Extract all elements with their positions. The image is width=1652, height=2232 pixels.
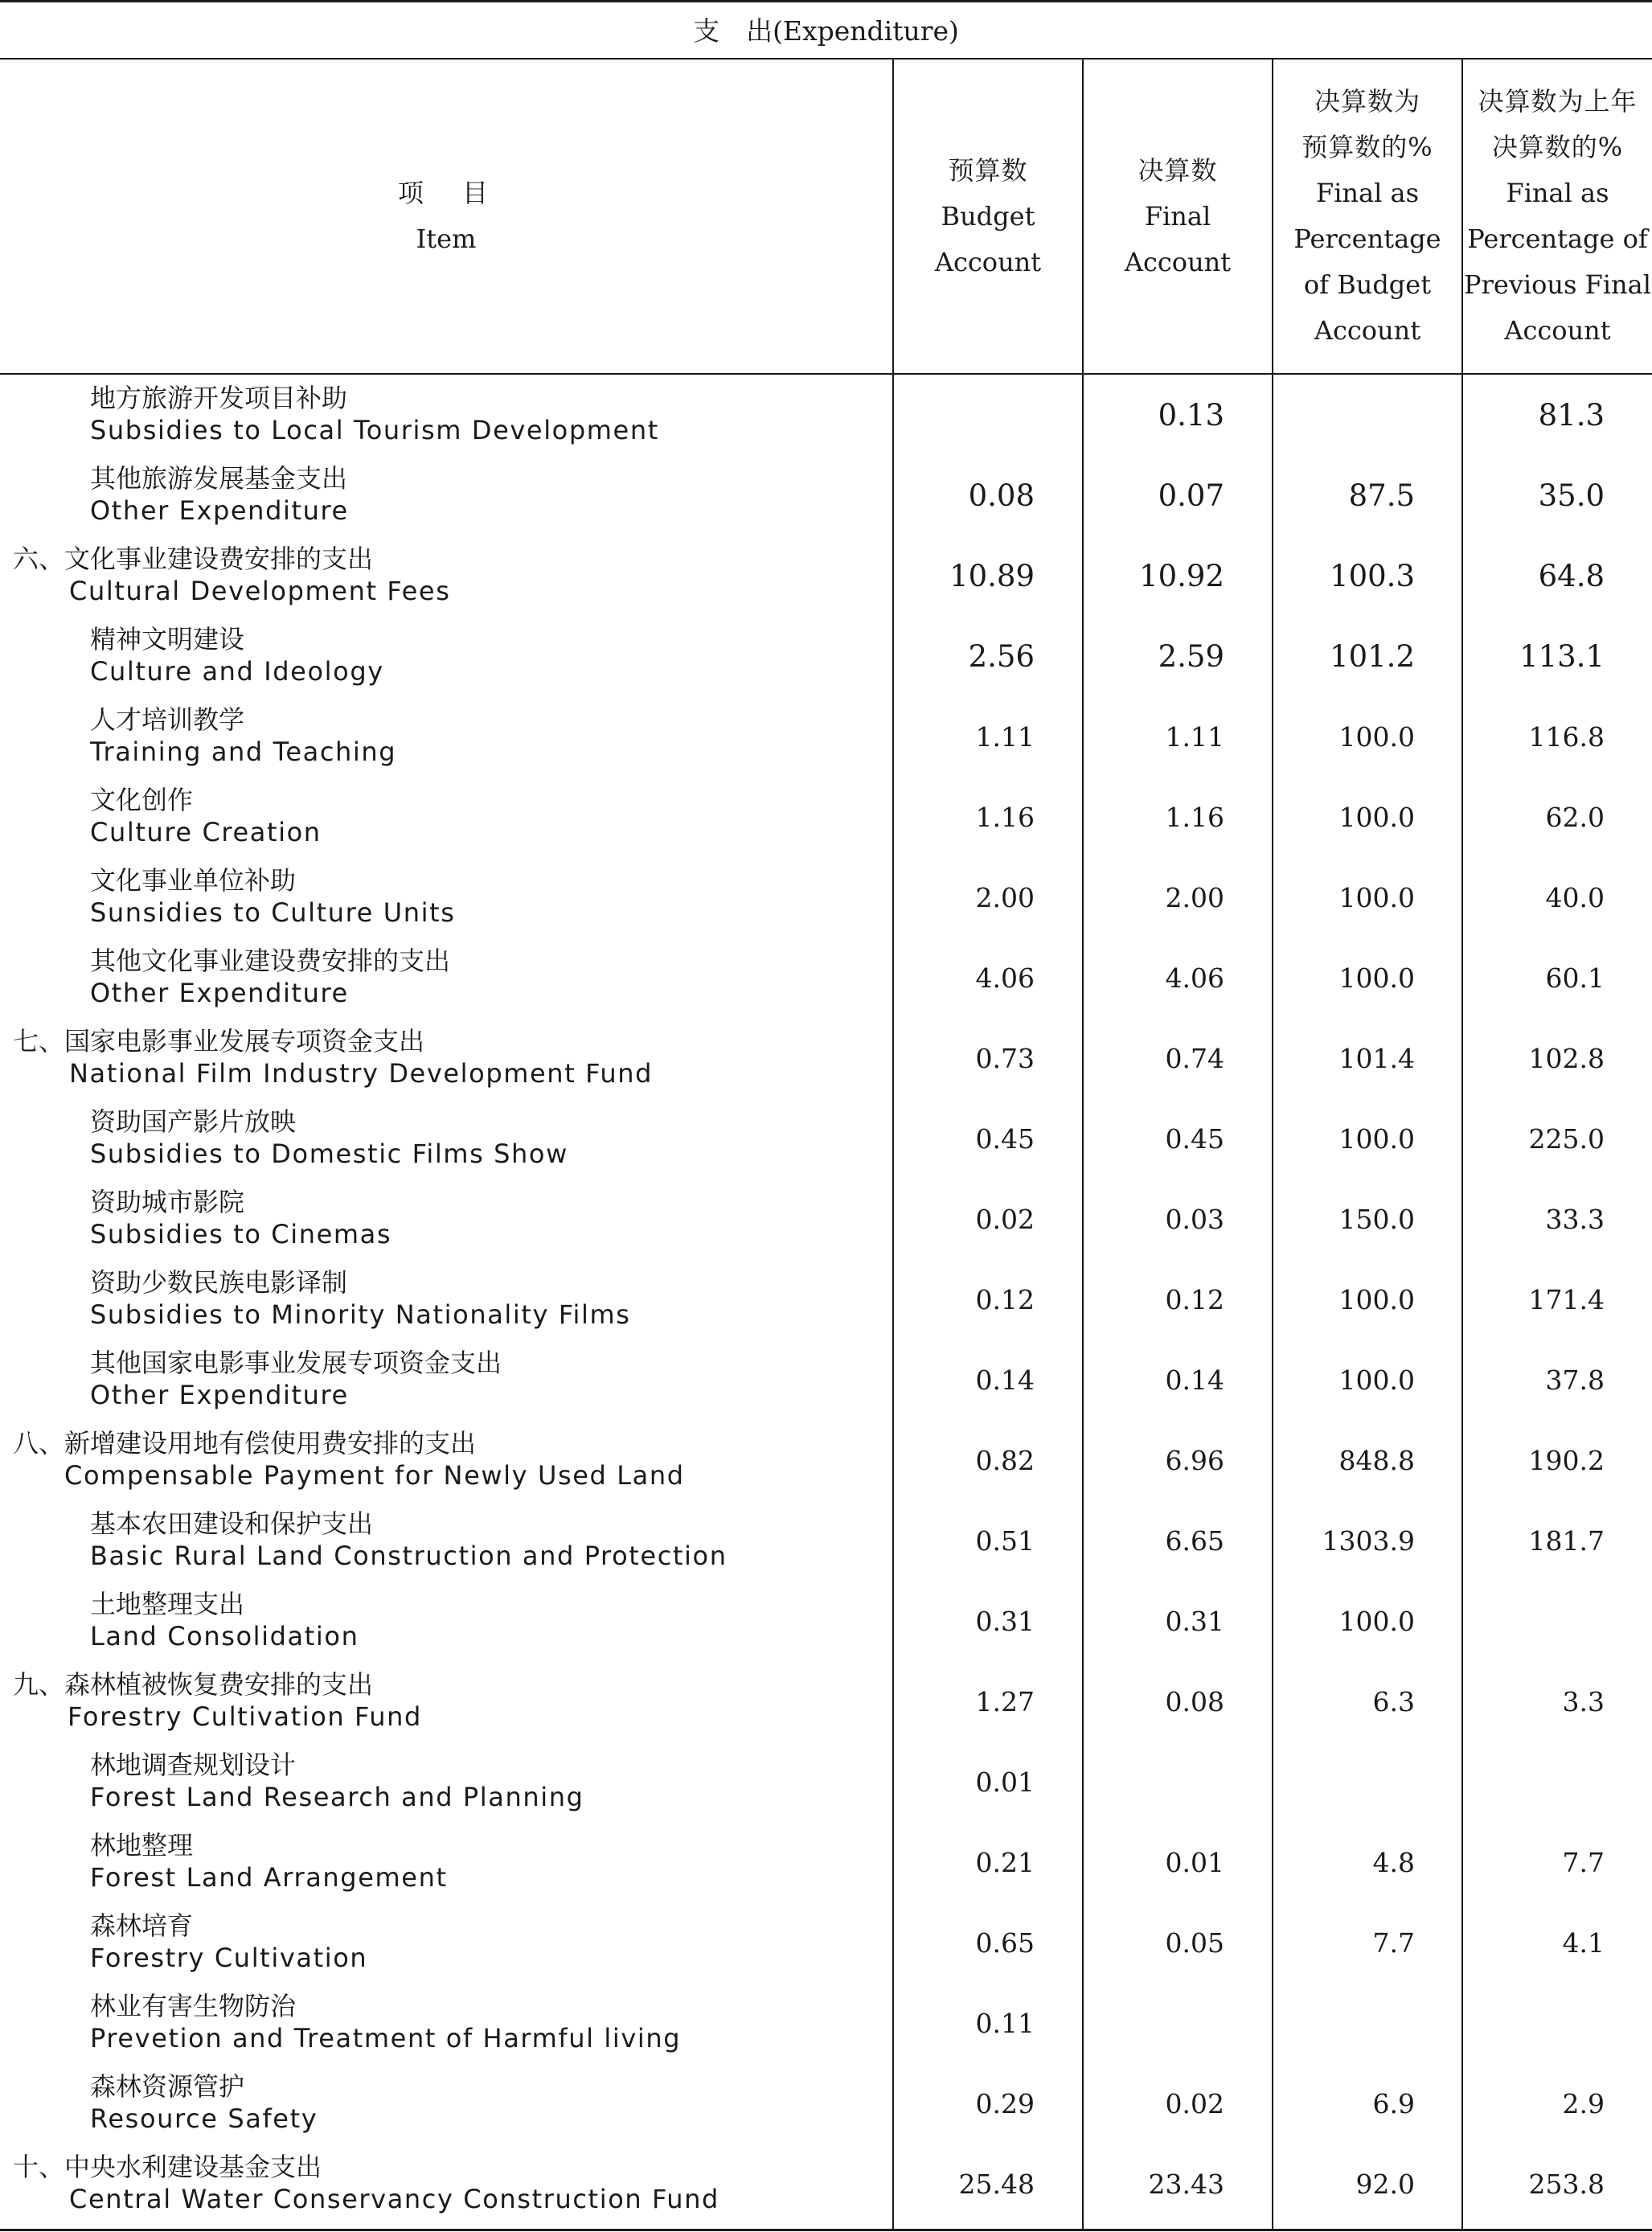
pct-prev-cell: 225.0 bbox=[1528, 1122, 1605, 1155]
budget-cell: 0.08 bbox=[968, 478, 1035, 513]
final-cell: 1.11 bbox=[1165, 720, 1224, 753]
row-label-en: Culture and Ideology bbox=[90, 656, 384, 687]
budget-cell: 0.51 bbox=[975, 1524, 1035, 1557]
row-label-cn: 地方旅游开发项目补助 bbox=[90, 383, 348, 413]
final-cell bbox=[1084, 1983, 1224, 2063]
budget-cell: 2.00 bbox=[975, 881, 1035, 913]
row-label-en: Training and Teaching bbox=[90, 736, 397, 767]
pct-budget-cell bbox=[1273, 375, 1415, 455]
header-final-cn: 决算数 bbox=[1138, 154, 1218, 186]
pct-prev-cell: 116.8 bbox=[1528, 720, 1605, 753]
row-label-cn: 基本农田建设和保护支出 bbox=[90, 1508, 374, 1539]
pct-budget-cell: 100.0 bbox=[1338, 1605, 1415, 1637]
pct-budget-cell: 100.0 bbox=[1338, 1364, 1415, 1396]
header-pct-budget-en: Account bbox=[1314, 315, 1421, 346]
row-label-en: Sunsidies to Culture Units bbox=[90, 897, 456, 928]
row-label-cn: 精神文明建设 bbox=[90, 624, 245, 654]
budget-cell: 0.21 bbox=[975, 1846, 1035, 1878]
row-label-en: Culture Creation bbox=[90, 817, 322, 847]
table-row bbox=[0, 1983, 1652, 2063]
final-cell: 6.96 bbox=[1165, 1444, 1224, 1476]
table-row bbox=[0, 696, 1652, 777]
table-row bbox=[0, 1098, 1652, 1179]
budget-cell: 0.12 bbox=[975, 1283, 1035, 1315]
table-row bbox=[0, 1661, 1652, 1742]
pct-prev-cell: 60.1 bbox=[1545, 962, 1605, 994]
final-cell: 2.59 bbox=[1158, 638, 1224, 674]
header-pct-budget-cn: 预算数的% bbox=[1302, 132, 1433, 162]
header-pct-prev-en: Final as bbox=[1506, 178, 1609, 208]
final-cell: 4.06 bbox=[1165, 962, 1224, 994]
budget-cell: 0.45 bbox=[975, 1122, 1035, 1155]
budget-cell: 0.82 bbox=[975, 1444, 1035, 1476]
pct-prev-cell: 81.3 bbox=[1538, 397, 1605, 433]
row-label-cn: 十、中央水利建设基金支出 bbox=[13, 2152, 322, 2182]
table-row bbox=[0, 1581, 1652, 1661]
header-final-en: Final bbox=[1144, 200, 1211, 232]
row-label-en: Other Expenditure bbox=[90, 978, 349, 1008]
budget-cell: 25.48 bbox=[958, 2168, 1035, 2200]
header-pct-prev-en: Percentage of bbox=[1467, 224, 1648, 254]
row-label-en: Forest Land Arrangement bbox=[90, 1862, 448, 1893]
row-label-cn: 七、国家电影事业发展专项资金支出 bbox=[13, 1026, 425, 1057]
row-label-en: Subsidies to Cinemas bbox=[90, 1219, 392, 1249]
header-final-en: Account bbox=[1124, 246, 1232, 277]
pct-budget-cell: 101.4 bbox=[1338, 1042, 1415, 1074]
table-row bbox=[0, 1822, 1652, 1902]
row-label-cn: 文化事业单位补助 bbox=[90, 865, 297, 896]
header-budget-cn: 预算数 bbox=[948, 154, 1028, 186]
budget-cell: 4.06 bbox=[975, 962, 1035, 994]
header-item-cn: 项 目 bbox=[397, 178, 494, 208]
final-cell: 0.45 bbox=[1165, 1122, 1224, 1155]
table-row bbox=[0, 1179, 1652, 1259]
header-budget bbox=[894, 59, 1082, 373]
pct-budget-cell: 7.7 bbox=[1372, 1926, 1415, 1959]
pct-prev-cell bbox=[1463, 1581, 1605, 1661]
header-item bbox=[0, 59, 892, 373]
row-label-cn: 资助少数民族电影译制 bbox=[90, 1267, 348, 1298]
pct-budget-cell bbox=[1273, 1742, 1415, 1822]
row-label-en: Cultural Development Fees bbox=[69, 576, 451, 606]
pct-prev-cell: 35.0 bbox=[1538, 478, 1605, 513]
row-label-cn: 森林培育 bbox=[90, 1910, 194, 1941]
pct-prev-cell: 2.9 bbox=[1562, 2087, 1605, 2119]
final-cell: 1.16 bbox=[1165, 801, 1224, 833]
header-pct-prev-en: Previous Final bbox=[1464, 269, 1651, 300]
row-label-cn: 林业有害生物防治 bbox=[90, 1991, 297, 2021]
pct-prev-cell: 33.3 bbox=[1545, 1203, 1605, 1235]
final-cell: 0.01 bbox=[1165, 1846, 1224, 1878]
final-cell: 0.13 bbox=[1158, 397, 1224, 433]
pct-budget-cell: 100.3 bbox=[1330, 558, 1415, 593]
header-pct-prev-en: Account bbox=[1504, 315, 1611, 346]
table-row bbox=[0, 1018, 1652, 1098]
pct-budget-cell: 100.0 bbox=[1338, 962, 1415, 994]
pct-budget-cell: 4.8 bbox=[1372, 1846, 1415, 1878]
row-label-cn: 人才培训教学 bbox=[90, 704, 245, 735]
row-label-en: Land Consolidation bbox=[90, 1621, 359, 1651]
final-cell: 0.02 bbox=[1165, 2087, 1224, 2119]
header-final bbox=[1084, 59, 1272, 373]
table-row bbox=[0, 857, 1652, 938]
budget-cell bbox=[894, 375, 1035, 455]
pct-budget-cell: 150.0 bbox=[1338, 1203, 1415, 1235]
pct-prev-cell: 3.3 bbox=[1562, 1685, 1605, 1717]
row-label-en: Forest Land Research and Planning bbox=[90, 1782, 584, 1812]
budget-cell: 1.27 bbox=[975, 1685, 1035, 1717]
header-pct-prev-cn: 决算数的% bbox=[1491, 132, 1624, 162]
final-cell: 0.14 bbox=[1165, 1364, 1224, 1396]
table-row bbox=[0, 375, 1652, 455]
header-pct-prev bbox=[1463, 59, 1652, 373]
table-row bbox=[0, 2144, 1652, 2224]
final-cell bbox=[1084, 1742, 1224, 1822]
row-label-cn: 林地整理 bbox=[90, 1830, 194, 1861]
pct-prev-cell: 62.0 bbox=[1545, 801, 1605, 833]
table-row bbox=[0, 938, 1652, 1018]
row-label-en: Central Water Conservancy Construction Fund bbox=[69, 2184, 719, 2214]
budget-cell: 0.31 bbox=[975, 1605, 1035, 1637]
pct-budget-cell: 100.0 bbox=[1338, 1283, 1415, 1315]
table-row bbox=[0, 1902, 1652, 1983]
budget-cell: 1.16 bbox=[975, 801, 1035, 833]
pct-prev-cell: 37.8 bbox=[1545, 1364, 1605, 1396]
pct-budget-cell: 6.9 bbox=[1372, 2087, 1415, 2119]
final-cell: 0.12 bbox=[1165, 1283, 1224, 1315]
final-cell: 10.92 bbox=[1139, 558, 1224, 593]
row-label-en: Forestry Cultivation bbox=[90, 1943, 368, 1973]
row-label-en: Resource Safety bbox=[90, 2103, 318, 2134]
final-cell: 0.31 bbox=[1165, 1605, 1224, 1637]
pct-prev-cell: 181.7 bbox=[1528, 1524, 1605, 1557]
row-label-en: Subsidies to Minority Nationality Films bbox=[90, 1299, 631, 1330]
table-row bbox=[0, 455, 1652, 535]
row-label-en: National Film Industry Development Fund bbox=[69, 1058, 654, 1089]
final-cell: 2.00 bbox=[1165, 881, 1224, 913]
row-label-cn: 资助国产影片放映 bbox=[90, 1106, 297, 1137]
pct-prev-cell: 4.1 bbox=[1562, 1926, 1605, 1959]
pct-prev-cell: 40.0 bbox=[1545, 881, 1605, 913]
pct-budget-cell: 101.2 bbox=[1330, 638, 1415, 674]
pct-prev-cell bbox=[1463, 1742, 1605, 1822]
row-label-en: Subsidies to Local Tourism Development bbox=[90, 415, 659, 445]
budget-cell: 0.29 bbox=[975, 2087, 1035, 2119]
row-label-cn: 资助城市影院 bbox=[90, 1187, 245, 1217]
pct-budget-cell: 1303.9 bbox=[1322, 1524, 1415, 1557]
pct-prev-cell: 102.8 bbox=[1528, 1042, 1605, 1074]
pct-budget-cell: 100.0 bbox=[1338, 1122, 1415, 1155]
row-label-en: Prevetion and Treatment of Harmful living bbox=[90, 2023, 682, 2054]
header-item-en: Item bbox=[416, 224, 477, 254]
budget-cell: 0.01 bbox=[975, 1766, 1035, 1798]
table-row bbox=[0, 1420, 1652, 1500]
table-row bbox=[0, 1742, 1652, 1822]
budget-cell: 0.02 bbox=[975, 1203, 1035, 1235]
row-label-cn: 八、新增建设用地有偿使用费安排的支出 bbox=[13, 1428, 477, 1459]
pct-budget-cell: 100.0 bbox=[1338, 801, 1415, 833]
final-cell: 0.07 bbox=[1158, 478, 1224, 513]
row-label-cn: 其他文化事业建设费安排的支出 bbox=[90, 946, 451, 976]
header-pct-prev-cn: 决算数为上年 bbox=[1478, 86, 1638, 117]
pct-prev-cell: 64.8 bbox=[1538, 558, 1605, 593]
row-label-cn: 六、文化事业建设费安排的支出 bbox=[13, 544, 374, 574]
row-label-cn: 森林资源管护 bbox=[90, 2071, 245, 2102]
pct-prev-cell: 171.4 bbox=[1528, 1283, 1605, 1315]
table-row bbox=[0, 1259, 1652, 1340]
pct-prev-cell: 113.1 bbox=[1519, 638, 1605, 674]
budget-cell: 1.11 bbox=[975, 720, 1035, 753]
header-pct-budget-en: of Budget bbox=[1303, 269, 1432, 300]
budget-cell: 10.89 bbox=[949, 558, 1035, 593]
row-label-en: Subsidies to Domestic Films Show bbox=[90, 1139, 568, 1169]
pct-prev-cell: 190.2 bbox=[1528, 1444, 1605, 1476]
pct-budget-cell: 87.5 bbox=[1348, 478, 1415, 513]
table-row bbox=[0, 777, 1652, 857]
pct-budget-cell: 100.0 bbox=[1338, 881, 1415, 913]
row-label-cn: 土地整理支出 bbox=[90, 1589, 245, 1619]
row-label-cn: 其他国家电影事业发展专项资金支出 bbox=[90, 1348, 502, 1378]
table-row bbox=[0, 1340, 1652, 1420]
pct-budget-cell: 848.8 bbox=[1338, 1444, 1415, 1476]
budget-cell: 0.65 bbox=[975, 1926, 1035, 1959]
pct-prev-cell: 253.8 bbox=[1528, 2168, 1605, 2200]
final-cell: 6.65 bbox=[1165, 1524, 1224, 1557]
budget-cell: 2.56 bbox=[968, 638, 1035, 674]
header-pct-budget bbox=[1273, 59, 1461, 373]
header-budget-en: Budget bbox=[941, 200, 1035, 232]
table-row bbox=[0, 1500, 1652, 1581]
table-title: 支 出(Expenditure) bbox=[693, 14, 959, 47]
header-pct-budget-en: Final as bbox=[1315, 178, 1420, 208]
pct-budget-cell: 100.0 bbox=[1338, 720, 1415, 753]
final-cell: 0.74 bbox=[1165, 1042, 1224, 1074]
final-cell: 0.08 bbox=[1165, 1685, 1224, 1717]
pct-prev-cell: 7.7 bbox=[1562, 1846, 1605, 1878]
budget-cell: 0.73 bbox=[975, 1042, 1035, 1074]
pct-prev-cell bbox=[1463, 1983, 1605, 2063]
row-label-cn: 文化创作 bbox=[90, 785, 194, 815]
row-label-cn: 林地调查规划设计 bbox=[90, 1750, 297, 1780]
table-row bbox=[0, 2063, 1652, 2144]
final-cell: 0.03 bbox=[1165, 1203, 1224, 1235]
row-label-en: Compensable Payment for Newly Used Land bbox=[64, 1460, 685, 1491]
row-label-en: Forestry Cultivation Fund bbox=[68, 1701, 422, 1732]
table-row bbox=[0, 616, 1652, 696]
budget-cell: 0.11 bbox=[975, 2007, 1035, 2039]
header-budget-en: Account bbox=[934, 246, 1042, 277]
pct-budget-cell: 6.3 bbox=[1372, 1685, 1415, 1717]
header-pct-budget-en: Percentage bbox=[1293, 224, 1441, 254]
budget-cell: 0.14 bbox=[975, 1364, 1035, 1396]
row-label-en: Basic Rural Land Construction and Protection bbox=[90, 1541, 728, 1571]
bottom-rule bbox=[0, 2229, 1652, 2231]
row-label-en: Other Expenditure bbox=[90, 1380, 349, 1410]
row-label-en: Other Expenditure bbox=[90, 495, 349, 526]
pct-budget-cell: 92.0 bbox=[1355, 2168, 1415, 2200]
header-pct-budget-cn: 决算数为 bbox=[1314, 86, 1420, 117]
row-label-cn: 九、森林植被恢复费安排的支出 bbox=[13, 1669, 374, 1700]
row-label-cn: 其他旅游发展基金支出 bbox=[90, 463, 348, 494]
final-cell: 23.43 bbox=[1148, 2168, 1224, 2200]
pct-budget-cell bbox=[1273, 1983, 1415, 2063]
table-row bbox=[0, 535, 1652, 616]
final-cell: 0.05 bbox=[1165, 1926, 1224, 1959]
